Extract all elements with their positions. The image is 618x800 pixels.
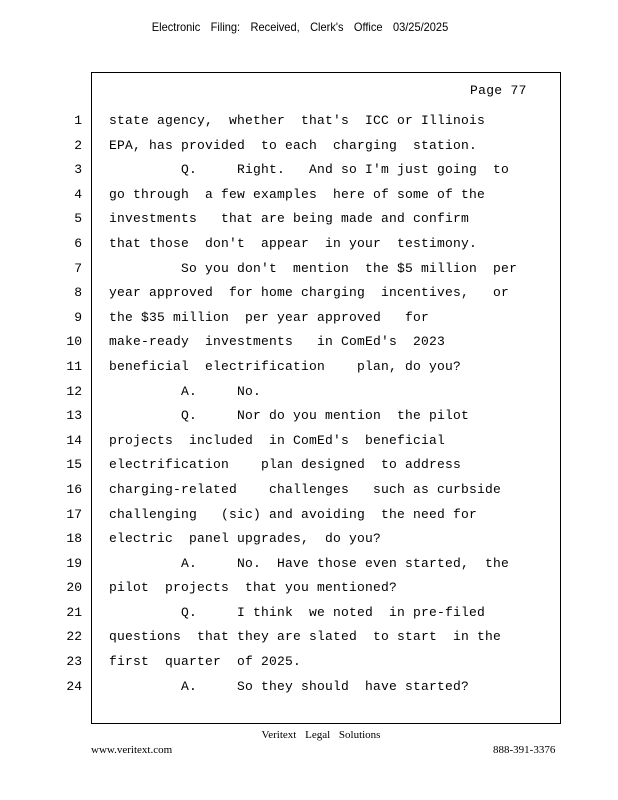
line-number: 3 bbox=[74, 162, 82, 178]
transcript-line bbox=[0, 134, 618, 159]
line-number: 22 bbox=[66, 629, 82, 645]
transcript-line bbox=[0, 625, 618, 650]
footer-website: www.veritext.com bbox=[91, 744, 173, 756]
line-number: 9 bbox=[74, 309, 82, 325]
line-text: go through a few examples here of some of the bbox=[109, 186, 486, 202]
line-text: questions that they are slated to start in the bbox=[109, 629, 502, 645]
transcript-line bbox=[0, 281, 618, 306]
line-number: 1 bbox=[74, 113, 82, 128]
line-text: Q. Nor do you mention the pilot bbox=[109, 408, 470, 424]
line-text: charging-related challenges such as curbside bbox=[109, 481, 502, 497]
transcript-line bbox=[0, 453, 618, 478]
line-text: state agency, whether that's ICC or Illinois bbox=[109, 113, 486, 128]
line-number: 23 bbox=[66, 654, 82, 670]
line-number: 11 bbox=[66, 358, 82, 374]
line-text: beneficial electrification plan, do you? bbox=[109, 358, 462, 374]
line-number: 21 bbox=[66, 604, 82, 620]
line-text: year approved for home charging incentives, or bbox=[109, 285, 510, 301]
transcript-line bbox=[0, 257, 618, 282]
line-number: 18 bbox=[66, 531, 82, 547]
transcript-line bbox=[0, 109, 618, 134]
transcript-line bbox=[0, 478, 618, 503]
transcript-line bbox=[0, 330, 618, 355]
line-number: 8 bbox=[74, 285, 82, 301]
line-number: 5 bbox=[74, 211, 82, 227]
footer-phone: 888-391-3376 bbox=[493, 744, 556, 756]
line-number: 6 bbox=[74, 235, 82, 251]
line-number: 16 bbox=[66, 481, 82, 497]
transcript-line bbox=[0, 207, 618, 232]
line-text: Q. I think we noted in pre-filed bbox=[109, 604, 486, 620]
transcript-lines bbox=[0, 109, 618, 699]
transcript-line bbox=[0, 552, 618, 577]
line-text: A. No. Have those even started, the bbox=[109, 555, 510, 571]
transcript-line bbox=[0, 576, 618, 601]
transcript-line bbox=[0, 306, 618, 331]
line-text: investments that are being made and confirm bbox=[109, 211, 470, 227]
line-number: 19 bbox=[66, 555, 82, 571]
transcript-line bbox=[0, 158, 618, 183]
transcript-line bbox=[0, 183, 618, 208]
line-text: first quarter of 2025. bbox=[109, 654, 302, 670]
line-text: A. So they should have started? bbox=[109, 678, 470, 694]
line-text: A. No. bbox=[109, 383, 262, 399]
line-text: electrification plan designed to address bbox=[109, 457, 462, 473]
filing-header: Electronic Filing: Received, Clerk's Office 03/25/2025 bbox=[151, 20, 449, 34]
line-text: electric panel upgrades, do you? bbox=[109, 531, 382, 547]
transcript-line bbox=[0, 527, 618, 552]
line-number: 14 bbox=[66, 432, 82, 448]
transcript-line bbox=[0, 404, 618, 429]
line-text: make-ready investments in ComEd's 2023 bbox=[109, 334, 446, 350]
line-text: pilot projects that you mentioned? bbox=[109, 580, 398, 596]
line-text: challenging (sic) and avoiding the need for bbox=[109, 506, 478, 522]
line-number: 17 bbox=[66, 506, 82, 522]
line-text: that those don't appear in your testimony. bbox=[109, 235, 478, 251]
transcript-line bbox=[0, 675, 618, 700]
footer-brand: Veritext Legal Solutions bbox=[261, 729, 381, 741]
transcript-line bbox=[0, 503, 618, 528]
transcript-line bbox=[0, 232, 618, 257]
line-text: the $35 million per year approved for bbox=[109, 309, 430, 325]
line-number: 4 bbox=[74, 186, 82, 202]
line-text: Q. Right. And so I'm just going to bbox=[109, 162, 510, 178]
line-number: 2 bbox=[74, 137, 82, 153]
line-text: EPA, has provided to each charging station. bbox=[109, 137, 478, 153]
line-number: 15 bbox=[66, 457, 82, 473]
line-text: projects included in ComEd's beneficial bbox=[109, 432, 446, 448]
line-number: 13 bbox=[66, 408, 82, 424]
transcript-line bbox=[0, 355, 618, 380]
line-number: 7 bbox=[74, 260, 82, 276]
page-number: Page 77 bbox=[470, 83, 527, 98]
line-number: 12 bbox=[66, 383, 82, 399]
transcript-line bbox=[0, 429, 618, 454]
line-text: So you don't mention the $5 million per bbox=[109, 260, 518, 276]
transcript-line bbox=[0, 601, 618, 626]
transcript-line bbox=[0, 380, 618, 405]
line-number: 24 bbox=[66, 678, 82, 694]
line-number: 20 bbox=[66, 580, 82, 596]
transcript-line bbox=[0, 650, 618, 675]
line-number: 10 bbox=[66, 334, 82, 350]
